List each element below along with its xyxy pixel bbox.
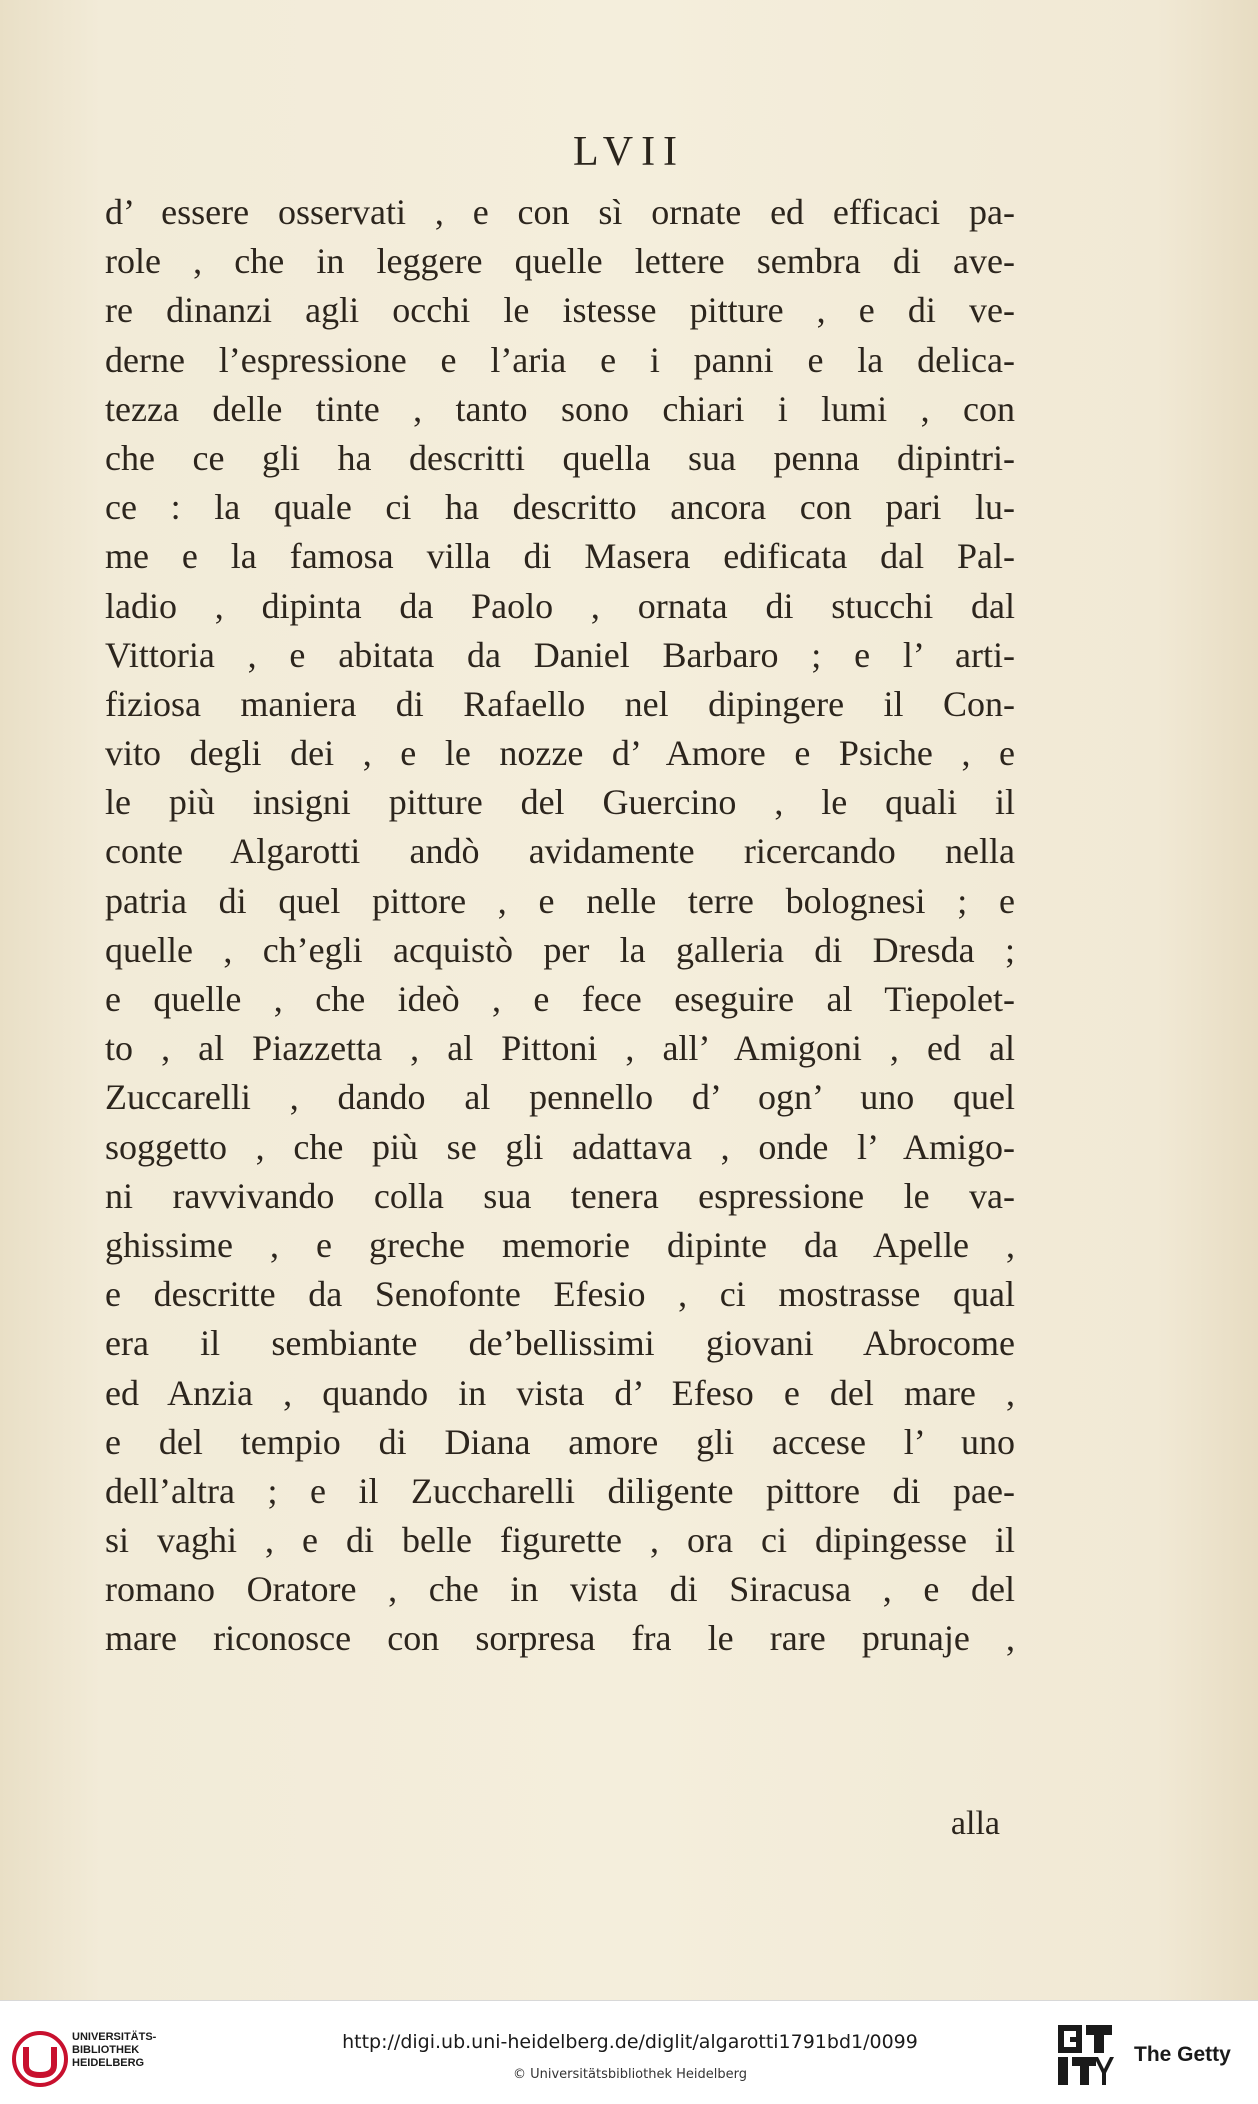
library-name-line: BIBLIOTHEK [72,2044,140,2056]
text-line: d’ essere osservati , e con sì ornate ed efficaci pa- [105,192,1015,232]
text-line: e descritte da Senofonte Efesio , ci mostrasse qual [105,1274,1015,1315]
text-line: me e la famosa villa di Masera edificata dal Pal- [105,536,1015,577]
text-line: mare riconosce con sorpresa fra le rare prunaje , [105,1618,1015,1659]
university-library-logo-icon [12,2031,68,2087]
library-name-line: UNIVERSITÄTS- [72,2031,157,2043]
catchword: alla [950,1805,1000,1842]
text-line: soggetto , che più se gli adattava , onde l’ Amigo- [105,1126,1015,1167]
permalink-url[interactable]: http://digi.ub.uni-heidelberg.de/diglit/algarotti1791bd1/0099 [342,2031,918,2053]
library-name [72,2031,156,2070]
text-line: role , che in leggere quelle lettere sembra di ave- [105,241,1015,282]
text-line: dell’altra ; e il Zuccharelli diligente pittore di pae- [105,1470,1015,1511]
text-line: e quelle , che ideò , e fece eseguire al Tiepolet- [105,979,1015,1019]
text-line: Vittoria , e abitata da Daniel Barbaro ; e l’ arti- [105,634,1015,675]
text-line: ladio , dipinta da Paolo , ornata di stucchi dal [105,585,1015,626]
text-line: vito degli dei , e le nozze d’ Amore e Psiche , e [105,733,1015,774]
text-line: ghissime , e greche memorie dipinte da Apelle , [105,1224,1015,1265]
text-line: le più insigni pitture del Guercino , le quali il [105,782,1015,823]
copyright-notice: © Universitätsbibliothek Heidelberg [512,2067,747,2082]
text-line: derne l’espressione e l’aria e i panni e la delica- [105,339,1015,380]
getty-name: The Getty [1134,2043,1231,2066]
text-line: to , al Piazzetta , al Pittoni , all’ Amigoni , ed al [105,1028,1015,1069]
text-line: quelle , ch’egli acquistò per la galleria di Dresda ; [105,929,1015,970]
text-line: ed Anzia , quando in vista d’ Efeso e del mare , [105,1372,1015,1413]
text-line: romano Oratore , che in vista di Siracusa , e del [105,1569,1015,1610]
text-line: che ce gli ha descritti quella sua penna dipintri- [105,437,1015,478]
page-header-numeral: LVII [572,129,686,175]
text-line: conte Algarotti andò avidamente ricercando nella [105,831,1015,872]
text-line: ce : la quale ci ha descritto ancora con pari lu- [105,487,1015,528]
text-line: patria di quel pittore , e nelle terre bolognesi ; e [105,880,1015,921]
footer-bar [0,2000,1258,2104]
text-line: tezza delle tinte , tanto sono chiari i lumi , con [105,388,1015,429]
text-line: Zuccarelli , dando al pennello d’ ogn’ uno quel [105,1077,1015,1118]
getty-logo-icon [1056,2023,1114,2087]
library-name-line: HEIDELBERG [72,2057,145,2069]
text-line: fiziosa maniera di Rafaello nel dipingere il Con- [105,683,1015,724]
text-line: si vaghi , e di belle figurette , ora ci dipingesse il [105,1520,1015,1561]
text-line: ni ravvivando colla sua tenera espressione le va- [105,1175,1015,1216]
text-line: re dinanzi agli occhi le istesse pitture , e di ve- [105,290,1015,331]
text-line: era il sembiante de’bellissimi giovani Abrocome [105,1323,1015,1364]
body-text [105,188,1015,1664]
text-line: e del tempio di Diana amore gli accese l’ uno [105,1421,1015,1462]
